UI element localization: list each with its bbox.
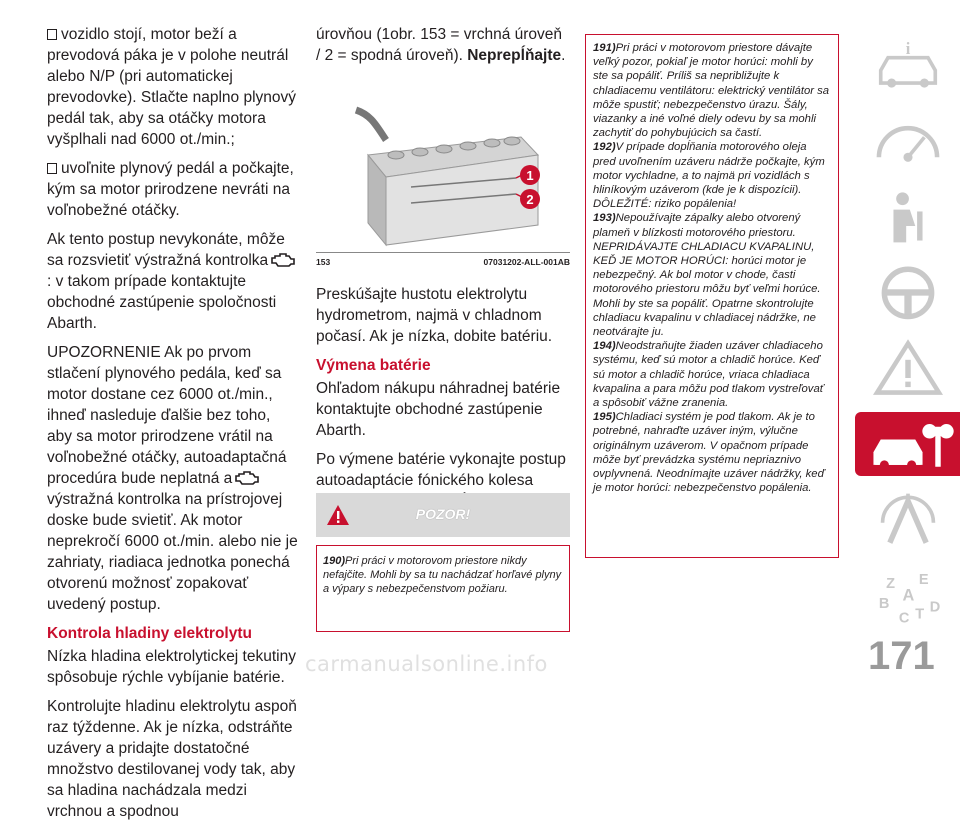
svg-text:A: A bbox=[902, 586, 914, 605]
sidebar-tab-index-letters[interactable] bbox=[855, 564, 960, 628]
emergency-icon bbox=[862, 490, 954, 550]
sidebar-tab-gauge[interactable] bbox=[855, 108, 960, 172]
warning-header bbox=[316, 493, 570, 537]
sidebar-tab-car-info[interactable] bbox=[855, 32, 960, 96]
sidebar-tab-safety[interactable] bbox=[855, 184, 960, 248]
svg-text:D: D bbox=[929, 599, 940, 616]
svg-text:B: B bbox=[878, 595, 889, 612]
svg-text:i: i bbox=[905, 39, 910, 58]
paragraph: Ak tento postup nevykonáte, môže sa rozsvietiť výstražná kontrolka: v takom prípade kontaktujte obchodné zastúpenie spoločnosti Abarth. bbox=[47, 229, 299, 334]
gauge-icon bbox=[862, 110, 954, 170]
sidebar-tab-warning-triangle[interactable] bbox=[855, 336, 960, 400]
watermark: carmanualsonline.info bbox=[305, 652, 548, 676]
chapter-sidebar bbox=[855, 32, 960, 640]
svg-text:C: C bbox=[898, 610, 909, 626]
svg-text:T: T bbox=[914, 606, 924, 623]
note-text: Chladiaci systém je pod tlakom. Ak je to potrebné, nahraďte uzáver iným, výlučne originálnym uzáverom. V opačnom prípade môže byť prevádzka systému nepriaznivo ovplyvnená. Neodnímajte uzáver nádržky, keď je motor horúci: nebezpečenstvo popálenia. bbox=[593, 411, 825, 495]
figure-caption bbox=[316, 252, 570, 271]
engine-warning-icon bbox=[270, 252, 296, 268]
paragraph: úrovňou (1obr. 153 = vrchná úroveň / 2 = spodná úroveň). Neprepĺňajte. bbox=[316, 26, 566, 64]
note-number: 192) bbox=[593, 141, 616, 154]
safety-icon bbox=[862, 186, 954, 246]
note-text: Nepoužívajte zápalky alebo otvorený plameň v blízkosti motorového priestoru. NEPRIDÁVAJTE CHLADIACU KVAPALINU, KEĎ JE MOTOR HORÚCI: horúci motor je nebezpečný. Ak bol motor v chode, časti motorového priestoru môžu byť veľmi horúce. Mohli by ste sa popáliť. Opatrne skontrolujte chladiacu kvapalinu v chladiacej nádržke, ne neotvárajte ju. bbox=[593, 212, 821, 339]
note-item bbox=[593, 410, 831, 495]
callout-label: 1 bbox=[526, 168, 534, 183]
steering-wheel-icon bbox=[862, 262, 954, 322]
section-heading: Kontrola hladiny elektrolytu bbox=[47, 625, 252, 642]
section-heading: Výmena batérie bbox=[316, 357, 431, 374]
warning-text: Pri práci v motorovom priestore nikdy nefajčite. Mohli by sa tu nachádzať horľavé plyny a výpary s nebezpečenstvom požiaru. bbox=[323, 555, 562, 595]
notes-box bbox=[585, 34, 839, 558]
note-item bbox=[593, 140, 831, 211]
battery-figure bbox=[316, 85, 570, 271]
warning-title: POZOR! bbox=[415, 506, 471, 522]
note-text: V prípade dopĺňania motorového oleja pred uvoľnením uzáveru nádrže počkajte, kým motor vychladne, a to najmä pri vozidlách s hliníkovým uzáverom (kde je k dispozícii). DÔLEŽITÉ: riziko popálenia! bbox=[593, 141, 825, 211]
note-item bbox=[593, 41, 831, 140]
page-number: 171 bbox=[868, 634, 935, 678]
svg-text:E: E bbox=[918, 572, 929, 589]
bullet-item bbox=[47, 158, 299, 221]
bullet-item bbox=[47, 24, 299, 150]
figure-number: 153 bbox=[316, 257, 331, 267]
left-column bbox=[47, 24, 299, 830]
note-number: 194) bbox=[593, 340, 616, 353]
note-number: 191) bbox=[593, 42, 616, 54]
bullet-marker bbox=[47, 163, 57, 174]
figure-code: 07031202-ALL-001AB bbox=[483, 257, 570, 267]
sidebar-tab-steering-wheel[interactable] bbox=[855, 260, 960, 324]
index-letters-icon bbox=[862, 566, 954, 626]
middle-column-lower bbox=[316, 284, 570, 520]
paragraph: Po výmene batérie vykonajte postup autoadaptácie fónického kolesa bbox=[316, 451, 566, 489]
paragraph: Nízka hladina elektrolytickej tekutiny spôsobuje rýchle vybíjanie batérie. bbox=[47, 648, 296, 686]
bullet-text: uvoľnite plynový pedál a počkajte, kým sa motor prirodzene nevráti na voľnobežné otáčky. bbox=[47, 160, 294, 219]
paragraph: Preskúšajte hustotu elektrolytu hydrometrom, najmä v chladnom počasí. Ak je nízka, dobite batériu. bbox=[316, 286, 553, 345]
warning-box bbox=[316, 545, 570, 632]
warning-triangle-icon bbox=[862, 338, 954, 398]
note-number: 195) bbox=[593, 411, 616, 424]
car-info-icon bbox=[862, 34, 954, 94]
bullet-marker bbox=[47, 29, 57, 40]
paragraph: Kontrolujte hladinu elektrolytu aspoň raz týždenne. Ak je nízka, odstráňte uzávery a pridajte dostatočné množstvo destilovanej vody tak, aby sa hladina nachádzala medzi vrchnou a spodnou bbox=[47, 698, 297, 820]
note-item bbox=[593, 339, 831, 410]
middle-column bbox=[316, 24, 570, 74]
engine-warning-icon bbox=[234, 470, 260, 486]
note-number: 193) bbox=[593, 212, 616, 225]
svg-text:Z: Z bbox=[885, 575, 895, 592]
paragraph: Ohľadom nákupu náhradnej batérie kontaktujte obchodné zastúpenie Abarth. bbox=[316, 380, 561, 439]
sidebar-tab-car-wrench[interactable] bbox=[855, 412, 960, 476]
note-text: Pri práci v motorovom priestore dávajte veľký pozor, pokiaľ je motor horúci: mohli by ste sa popáliť. Príliš sa nepribližujte k chladiacemu ventilátoru: elektrický ventilátor sa môže spustiť; nebezpečenstvo úrazu. Šály, viazanky a iné voľné diely odevu by sa mohli zachytiť do pohybujúcich sa častí. bbox=[593, 42, 830, 140]
sidebar-tab-emergency[interactable] bbox=[855, 488, 960, 552]
callout-label: 2 bbox=[526, 192, 534, 207]
bullet-text: vozidlo stojí, motor beží a prevodová páka je v polohe neutrál alebo N/P (pri automatickej prevodovke). Stlačte naplno plynový pedál tak, aby sa otáčky motora vyšplhali nad 6000 ot./min.; bbox=[47, 26, 297, 148]
note-text: Neodstraňujte žiaden uzáver chladiaceho systému, keď sú motor a chladič horúce. Keď sú motor a chladič horúce, vriaca chladiaca kvapalina a para môžu pod tlakom vystreľovať a spôsobiť vážne zranenia. bbox=[593, 340, 824, 410]
warning-number: 190) bbox=[323, 555, 346, 567]
paragraph: UPOZORNENIE Ak po prvom stlačení plynového pedála, keď sa motor dostane cez 6000 ot./min., ihneď nasleduje ďalšie bez toho, aby sa motor prirodzene vrátil na voľnobežné otáčky, autoadaptačná procedúra bude neplatná avýstražná kontrolka na prístrojovej doske bude svietiť. Ak motor neprekročí 6000 ot./min. alebo nie je zahriaty, riadiaca jednotka ponechá otvorenú možnosť zopakovať uvedený postup. bbox=[47, 344, 298, 613]
car-wrench-icon bbox=[862, 414, 954, 474]
note-item bbox=[593, 211, 831, 339]
